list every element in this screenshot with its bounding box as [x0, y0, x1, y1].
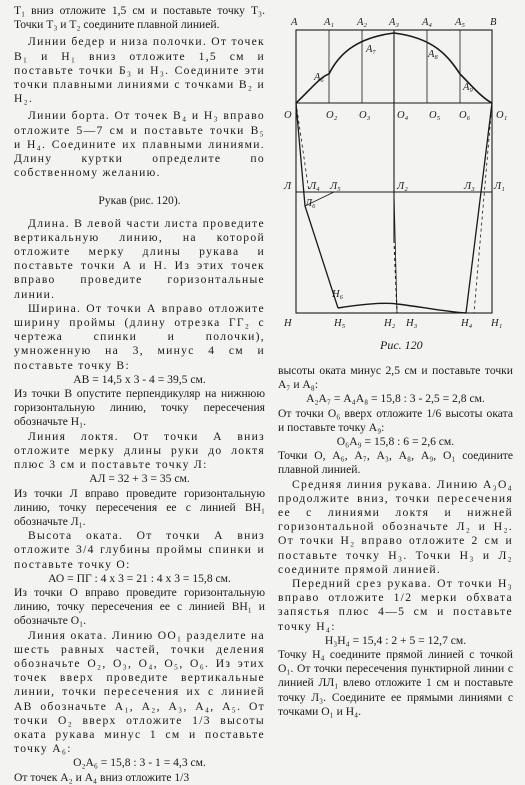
paragraph: Линия локтя. От точки А вниз отложите мерку длины руки до локтя плюс 3 см и поставьте точку Л: [14, 429, 265, 472]
label-H1: H₁ [491, 318, 503, 329]
label-A1: A₁ [324, 17, 335, 28]
label-A6: A₆ [314, 72, 325, 83]
formula: Н₃Н₄ = 15,4 : 2 + 5 = 12,7 см. [324, 633, 467, 647]
formula: АВ = 14,5 х 3 - 4 = 39,5 см. [73, 372, 206, 386]
label-H3: H₃ [406, 318, 418, 329]
paragraph: От точек А₂ и А₄ вниз отложите 1/3 [14, 770, 190, 784]
label-A2: A₂ [357, 17, 368, 28]
label-H6: H₆ [332, 289, 344, 300]
label-L1: Л₁ [494, 181, 505, 192]
label-O2: O₂ [326, 110, 338, 121]
front-seam-lower [466, 192, 481, 313]
paragraph: высоты оката минус 2,5 см и поставьте точки А₇ и А₈: [278, 364, 513, 392]
label-H5: H₅ [334, 318, 346, 329]
paragraph: Т₁ вниз отложите 1,5 см и поставьте точку Т₃. Точки Т₃ и Т₂ соедините плавной линией. [14, 4, 265, 32]
label-A9: A₉ [463, 82, 474, 93]
label-L2: Л₂ [397, 181, 408, 192]
label-L3: Л₃ [464, 181, 475, 192]
label-H2: H₂ [384, 318, 396, 329]
formula: АО = ПГ : 4 х 3 = 21 : 4 х 3 = 15,8 см. [48, 571, 231, 585]
label-A5: A₅ [455, 17, 466, 28]
paragraph: Точки О, А₆, А₇, А₃, А₈, А₉, О₁ соедините плавной линией. [278, 449, 513, 477]
label-A7: A₇ [366, 44, 377, 55]
paragraph: Высота оката. От точки А вниз отложите 3/4 глубины проймы спинки и поставьте точку О: [14, 529, 265, 571]
label-H: H [284, 318, 292, 329]
sleeve-pattern-diagram [276, 0, 521, 330]
label-L5: Л₅ [330, 181, 341, 192]
figure-caption: Рис. 120 [380, 338, 423, 352]
paragraph: Линия оката. Линию ОО₁ разделите на шесть равных частей, точки деления обозначьте О₂, О₃, О₄, О₅, О₆. Из этих точек вверх проведите вертикальные линии, точки пересечения их с линией АВ обозначьте А₁, А₂, А₃, А₄, А₅. От точки О₂ вверх отложите 1/3 высоты оката рукава минус 1 см и поставьте точку А₆: [14, 628, 265, 756]
label-O6: O₆ [459, 110, 471, 121]
section-heading: Рукав (рис. 120). [98, 194, 181, 208]
paragraph: Линии борта. От точек В₄ и Н₃ вправо отложите 5—7 см и поставьте точки В₅ и Н₄. Соедините их плавными линиями. Длину куртки определите по собственному желанию. [14, 109, 265, 180]
formula: АЛ = 32 + 3 = 35 см. [89, 472, 190, 486]
label-L6: Л₆ [305, 198, 316, 209]
left-text-column [14, 4, 265, 785]
paragraph: Передний срез рукава. От точки Н₃ вправо отложите 1/2 мерки обхвата запястья плюс 4—5 см и поставьте точку Н₄: [278, 577, 513, 633]
label-L4: Л₄ [309, 181, 320, 192]
hem-curve [338, 303, 466, 313]
label-O1: O₁ [496, 110, 508, 121]
point-labels [283, 17, 507, 329]
label-B: B [490, 17, 497, 28]
paragraph: Из точки О вправо проведите горизонтальную линию, точку пересечения ее с линией ВН₁ и обозначьте О₁. [14, 585, 265, 628]
paragraph: Из точки Л вправо проведите горизонтальную линию, точку пересечения ее с линией ВН₁ обозначьте Л₁. [14, 486, 265, 528]
front-seam-upper [481, 103, 492, 192]
paragraph: Средняя линия рукава. Линию А₃О₄ продолжите вниз, точки пересечения ее с линиями локтя и нижней горизонтальной обозначьте Л₂ и Н₂. От точки Н₂ вправо отложите 2 см и поставьте точку Н₃. Точки Н₃ и Л₂ соедините прямой линией. [278, 477, 513, 576]
label-O: O [284, 110, 292, 121]
label-O3: O₃ [359, 110, 371, 121]
label-H4: H₄ [461, 318, 473, 329]
label-L: Л [284, 181, 292, 192]
paragraph: Из точки В опустите перпендикуляр на нижнюю горизонтальную линию, точку пересечения обозначьте Н₁. [14, 387, 265, 429]
paragraph: Линии бедер и низа полочки. От точек В₁ и Н₁ вниз отложите 1,5 см и поставьте точки Б₃ и Н₃. Соедините эти точки плавными линиями с точками В₂ и Н₂. [14, 35, 265, 106]
formula: А₂А₇ = А₄А₈ = 15,8 : 3 - 2,5 = 2,8 см. [306, 392, 485, 406]
formula: О₂А₆ = 15,8 : 3 - 1 = 4,3 см. [73, 756, 206, 770]
label-O5: O₅ [429, 110, 441, 121]
formula: О₆А₉ = 15,8 : 6 = 2,6 см. [336, 435, 455, 449]
label-A4: A₄ [422, 17, 433, 28]
paragraph: Точку Н₄ соедините прямой линией с точкой О₁. От точки пересечения пунктирной линии с линией ЛЛ₁ влево отложите 1 см и поставьте точку Л₃. Соедините ее прямыми линиями с точками О₁ и Н₄. [278, 648, 513, 718]
label-A8: A₈ [428, 49, 439, 60]
paragraph: Длина. В левой части листа проведите вертикальную линию, на которой отложите мерку длины рукава и поставьте точки А и Н. Из этих точек вправо проведите горизонтальные линии. [14, 216, 265, 301]
label-O4: O₄ [397, 110, 409, 121]
paragraph: Ширина. От точки А вправо отложите ширину проймы (длину отрезка ГГ₂ с чертежа спинки и полочки), умноженную на 3, минус 4 см и поставьте точку В: [14, 301, 265, 372]
back-seam-upper [296, 103, 305, 206]
right-text-column [278, 364, 513, 719]
front-seam-guide [474, 103, 492, 313]
paragraph: От точки О₆ вверх отложите 1/6 высоты оката и поставьте точку А₉: [278, 406, 513, 434]
label-A3: A₃ [389, 17, 400, 28]
label-A: A [291, 17, 298, 28]
